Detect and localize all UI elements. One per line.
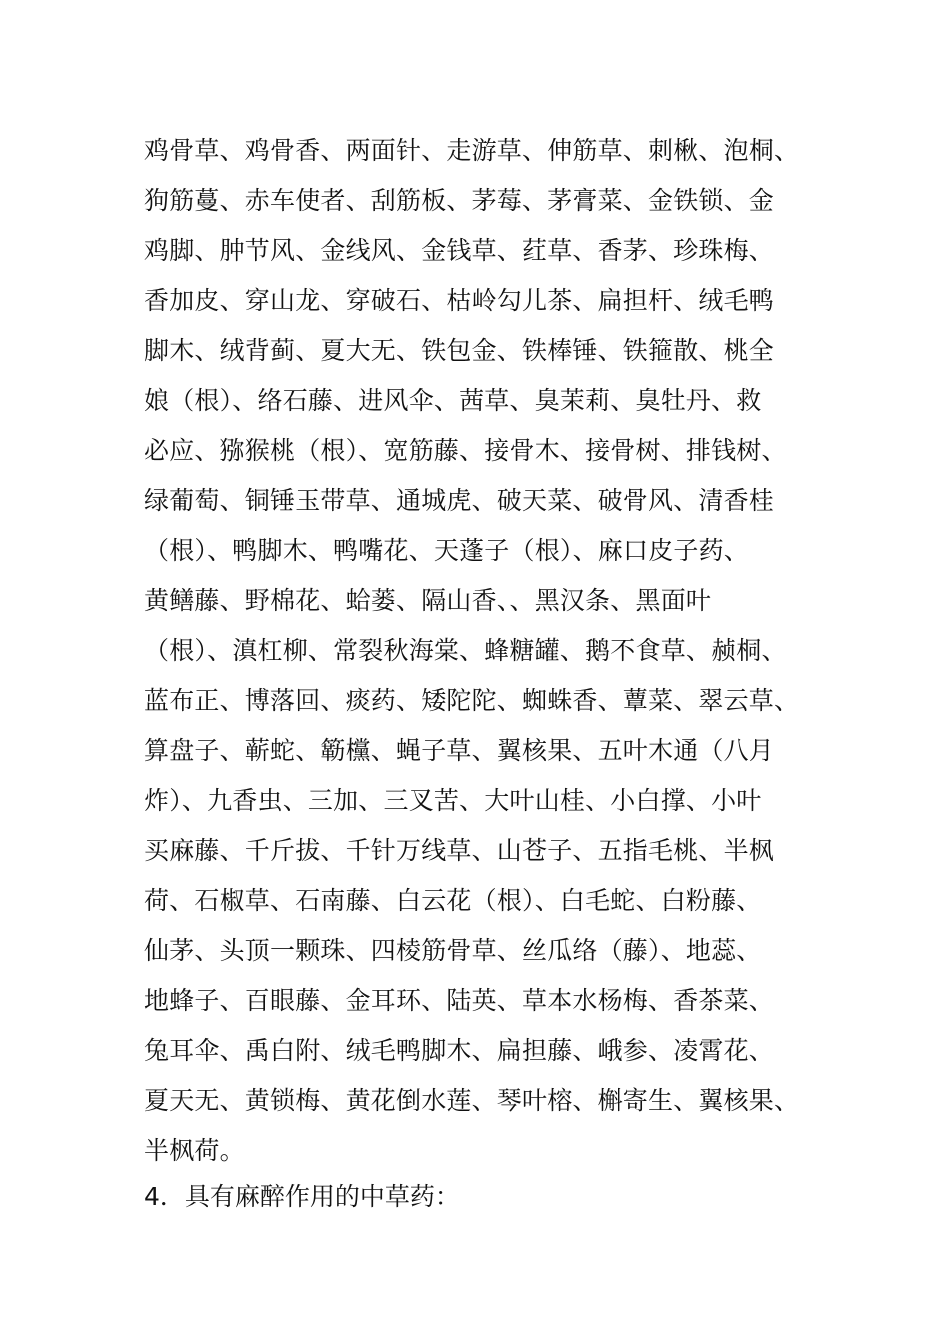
paragraph-line: （根）、鸭脚木、鸭嘴花、天蓬子（根）、麻口皮子药、 [144, 536, 750, 565]
paragraph-line: 脚木、绒背蓟、夏大无、铁包金、铁棒锤、铁箍散、桃全 [144, 336, 775, 365]
paragraph-line: 鸡骨草、鸡骨香、两面针、走游草、伸筋草、刺楸、泡桐、 [144, 136, 800, 165]
paragraph-line: 炸）、九香虫、三加、三叉苦、大叶山桂、小白撑、小叶 [144, 786, 762, 815]
paragraph-line: 必应、猕猴桃（根）、宽筋藤、接骨木、接骨树、排钱树、 [144, 436, 787, 465]
paragraph-line: 香加皮、穿山龙、穿破石、枯岭勾儿茶、扁担杆、绒毛鸭 [144, 286, 775, 315]
paragraph-line: 兔耳伞、禹白附、绒毛鸭脚木、扁担藤、峨参、凌霄花、 [144, 1036, 775, 1065]
section-heading: 4．具有麻醉作用的中草药： [144, 1182, 460, 1211]
paragraph-line: 黄鳝藤、野棉花、蛤蒌、隔山香、、黑汉条、黑面叶 [144, 586, 712, 615]
paragraph-line: 算盘子、蕲蛇、簕欓、蝇子草、翼核果、五叶木通（八月 [144, 736, 775, 765]
paragraph-line: 狗筋蔓、赤车使者、刮筋板、茅莓、茅膏菜、金铁锁、金 [144, 186, 775, 215]
paragraph-line: 鸡脚、肿节风、金线风、金钱草、荭草、香茅、珍珠梅、 [144, 236, 775, 265]
paragraph-line: 娘（根）、络石藤、进风伞、茜草、臭茉莉、臭牡丹、救 [144, 386, 762, 415]
paragraph-line: 夏天无、黄锁梅、黄花倒水莲、琴叶榕、槲寄生、翼核果、 [144, 1086, 800, 1115]
herb-list-paragraph [144, 126, 804, 1176]
paragraph-line: 地蜂子、百眼藤、金耳环、陆英、草本水杨梅、香茶菜、 [144, 986, 775, 1015]
paragraph-line: 仙茅、头顶一颗珠、四棱筋骨草、丝瓜络（藤）、地蕊、 [144, 936, 762, 965]
paragraph-line: 荷、石椒草、石南藤、白云花（根）、白毛蛇、白粉藤、 [144, 886, 762, 915]
paragraph-line: 蓝布正、博落回、痰药、矮陀陀、蜘蛛香、蕈菜、翠云草、 [144, 686, 800, 715]
paragraph-line: （根）、滇杠柳、常裂秋海棠、蜂糖罐、鹅不食草、赪桐、 [144, 636, 787, 665]
paragraph-line: 买麻藤、千斤拔、千针万线草、山苍子、五指毛桃、半枫 [144, 836, 775, 865]
paragraph-line: 绿葡萄、铜锤玉带草、通城虎、破天菜、破骨风、清香桂 [144, 486, 775, 515]
paragraph-line: 半枫荷。 [144, 1136, 245, 1165]
